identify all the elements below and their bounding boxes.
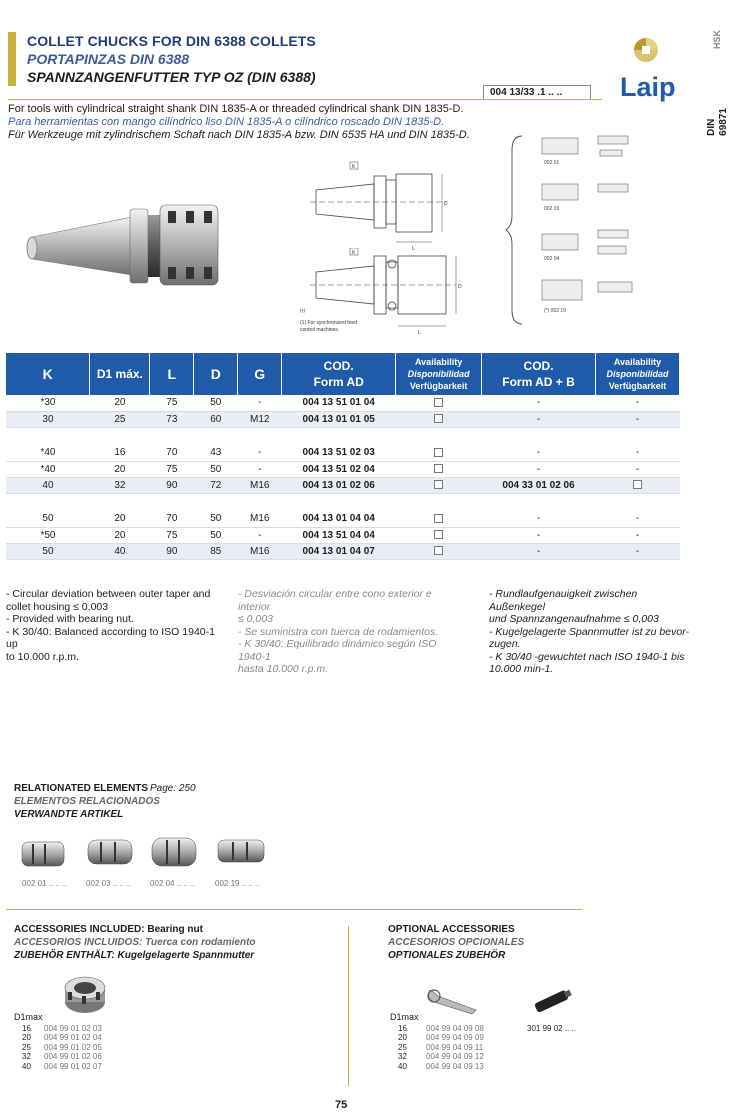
table-cell [396,543,482,559]
title-spanish: PORTAPINZAS DIN 6388 [27,51,190,67]
availability-checkbox[interactable] [434,530,443,539]
accessories-title-en: ACCESSORIES INCLUDED: Bearing nut [14,924,203,935]
availability-checkbox[interactable] [434,414,443,423]
table-cell: 004 33 01 02 06 [482,477,596,493]
table-cell: - [595,543,679,559]
table-cell [595,477,679,493]
related-title-de: VERWANDTE ARTIKEL [14,809,124,820]
table-cell: - [482,411,596,427]
table-cell [396,445,482,461]
table-cell: - [595,461,679,477]
table-cell: - [595,527,679,543]
related-title-es: ELEMENTOS RELACIONADOS [14,796,160,807]
list-item: 20 004 99 01 02 04 [22,1033,102,1043]
technical-drawing-form-ad [296,160,486,255]
related-title-en: RELATIONATED ELEMENTS [14,783,149,794]
table-cell: 16 [90,445,150,461]
optional-title-de: OPTIONALES ZUBEHÖR [388,950,506,961]
table-cell: M12 [238,411,282,427]
table-cell: M16 [238,543,282,559]
din-label [706,108,730,136]
table-cell: 75 [150,395,194,411]
table-cell [396,511,482,527]
table-cell [396,411,482,427]
svg-text:(*) 002 19: (*) 002 19 [544,308,566,314]
table-cell: 20 [90,461,150,477]
optional-extra-code: 301 99 02 .. .. [527,1024,576,1033]
din-text: DIN [706,118,717,136]
table-cell: 85 [194,543,238,559]
product-photo [22,195,252,295]
col-header-d1: D1 máx. [90,353,150,395]
availability-checkbox-b[interactable] [633,480,642,489]
table-cell: 70 [150,511,194,527]
table-row [6,395,680,411]
table-cell: 004 13 51 02 03 [282,445,396,461]
table-cell: *40 [6,445,90,461]
table-cell: *30 [6,395,90,411]
col-header-code-ad: COD. Form AD [282,353,396,395]
table-cell [396,477,482,493]
optional-title-es: ACCESORIOS OPCIONALES [388,937,525,948]
table-cell: 004 13 01 02 06 [282,477,396,493]
accessories-list [22,1024,102,1071]
table-cell: - [482,445,596,461]
table-cell: 004 13 51 04 04 [282,527,396,543]
page-number: 75 [335,1099,348,1111]
related-page-ref[interactable]: Page: 250 [150,783,196,794]
col-header-d: D [194,353,238,395]
related-item-code[interactable]: 002 19 .. .. .. [215,879,260,888]
table-cell: 90 [150,543,194,559]
table-cell: M16 [238,477,282,493]
related-item-code[interactable]: 002 01 .. .. .. [22,879,67,888]
table-cell: *50 [6,527,90,543]
availability-checkbox[interactable] [434,448,443,457]
table-cell: - [595,445,679,461]
list-item: 20 004 99 04 09 09 [398,1033,484,1043]
table-cell: *40 [6,461,90,477]
optional-title-en: OPTIONAL ACCESSORIES [388,924,515,935]
notes-german: - Rundlaufgenauigkeit zwischen Außenkegel und Spannzangenaufnahme ≤ 0,003 - Kugelgelagerte Spannmutter ist zu bevor- zugen. - K 30/40 -gewuchtet nach ISO 1940-1 bis 10.000 min-1. [489,588,690,675]
availability-checkbox[interactable] [434,464,443,473]
table-cell: 004 13 51 02 04 [282,461,396,477]
svg-text:K: K [352,250,356,256]
table-spacer [6,493,680,511]
table-cell [396,527,482,543]
wrench-image [424,984,484,1020]
table-cell [396,395,482,411]
table-cell: 73 [150,411,194,427]
col-header-availability: Availability Disponibilidad Verfügbarkeit [396,353,482,395]
table-cell: - [482,543,596,559]
side-tab-hsk: HSK [712,30,722,50]
table-cell: 32 [90,477,150,493]
notes-english: - Circular deviation between outer taper and collet housing ≤ 0,003 - Provided with bearing nut. - K 30/40: Balanced according to ISO 1940-1 up to 10.000 r.p.m. [6,588,215,663]
title-german: SPANNZANGENFUTTER TYP OZ (DIN 6388) [27,69,316,85]
table-row [6,445,680,461]
table-cell: 70 [150,445,194,461]
table-cell: 004 13 01 01 05 [282,411,396,427]
title-english: COLLET CHUCKS FOR DIN 6388 COLLETS [27,33,316,49]
col-header-availability-b: Availability Disponibilidad Verfügbarkeit [595,353,679,395]
accessories-title-de: ZUBEHÖR ENTHÄLT: Kugelgelagerte Spannmutter [14,950,255,961]
description-english: For tools with cylindrical straight shank DIN 1835-A or threaded cylindrical shank DIN 1835-D. [8,103,464,115]
table-cell: 50 [6,543,90,559]
table-cell: 20 [90,395,150,411]
table-cell: - [482,395,596,411]
svg-text:K: K [352,164,356,170]
svg-text:Laip: Laip [620,72,676,102]
notes-spanish: - Desviación circular entre cono exterior e interior ≤ 0,003 - Se suministra con tuerca de rodamientos. - K 30/40: Equilibrado dinámico según ISO 1940-1 hasta 10.000 r.p.m. [238,588,439,675]
key-tool-image [528,988,576,1012]
table-row [6,411,680,427]
availability-checkbox[interactable] [434,480,443,489]
availability-checkbox[interactable] [434,398,443,407]
table-cell [6,493,680,511]
svg-text:(•): (•) [300,308,306,314]
col-header-g: G [238,353,282,395]
col-header-code-ad-b: COD. Form AD + B [482,353,596,395]
svg-text:control machines.: control machines. [300,327,340,333]
table-spacer [6,427,680,445]
optional-list [398,1024,484,1071]
list-item: 16 004 99 01 02 03 [22,1024,102,1033]
table-cell: 75 [150,461,194,477]
table-cell: - [238,445,282,461]
table-cell: 50 [194,511,238,527]
product-table [6,353,680,560]
table-cell: 75 [150,527,194,543]
header-rule [8,99,602,100]
table-cell: 40 [6,477,90,493]
table-cell: - [595,395,679,411]
table-row [6,461,680,477]
table-cell: 50 [194,395,238,411]
table-row [6,477,680,493]
bearing-nut-image [62,972,108,1016]
table-cell: 25 [90,411,150,427]
table-cell: 50 [194,461,238,477]
laip-logo [614,30,684,102]
table-cell: - [238,527,282,543]
table-cell: 43 [194,445,238,461]
table-cell: 20 [90,527,150,543]
list-item: 40 004 99 04 09 13 [398,1061,484,1071]
table-cell: 60 [194,411,238,427]
table-cell: 30 [6,411,90,427]
related-collet-images [18,832,268,874]
product-code-box: 004 13/33 .1 .. .. [483,85,591,100]
vertical-separator [348,926,349,1086]
table-cell: - [595,411,679,427]
table-row [6,543,680,559]
table-row [6,511,680,527]
list-item: 32 004 99 04 09 12 [398,1052,484,1062]
list-item: 16 004 99 04 09 08 [398,1024,484,1033]
accessories-title-es: ACCESORIOS INCLUIDOS: Tuerca con rodamiento [14,937,256,948]
table-cell: - [238,461,282,477]
table-cell: - [238,395,282,411]
availability-checkbox[interactable] [434,514,443,523]
collet-drawings [502,130,642,330]
table-cell: 004 13 51 01 04 [282,395,396,411]
table-cell: - [482,461,596,477]
table-cell: 004 13 01 04 07 [282,543,396,559]
col-header-k: K [6,353,90,395]
availability-checkbox[interactable] [434,546,443,555]
section-separator [6,909,582,910]
svg-text:L: L [412,246,415,252]
table-cell [396,461,482,477]
table-cell: 50 [194,527,238,543]
svg-text:002 03: 002 03 [544,206,560,212]
list-item: 25 004 99 01 02 05 [22,1042,102,1052]
description-german: Für Werkzeuge mit zylindrischem Schaft nach DIN 1835-A bzw. DIN 6535 HA und DIN 1835-D. [8,129,470,141]
table-cell: 40 [90,543,150,559]
d1max-label: D1max [14,1012,43,1022]
svg-text:D: D [444,201,448,207]
header-accent-bar [8,32,16,86]
svg-text:002 01: 002 01 [544,160,560,166]
description-spanish: Para herramientas con mango cilíndrico liso DIN 1835-A o cilíndrico roscado DIN 1835-D. [8,116,445,128]
table-cell: 90 [150,477,194,493]
table-cell [6,427,680,445]
list-item: 32 004 99 01 02 06 [22,1052,102,1062]
table-cell: 72 [194,477,238,493]
table-cell: - [482,511,596,527]
din-number: 69871 [718,108,729,136]
svg-text:D: D [458,284,462,290]
table-cell: 20 [90,511,150,527]
table-cell: - [482,527,596,543]
svg-text:002 04: 002 04 [544,256,560,262]
table-cell: 004 13 01 04 04 [282,511,396,527]
table-cell: M16 [238,511,282,527]
col-header-l: L [150,353,194,395]
list-item: 25 004 99 04 09 11 [398,1042,484,1052]
svg-text:(1) For synchronized feed: (1) For synchronized feed [300,320,357,326]
table-cell: 50 [6,511,90,527]
svg-text:L: L [418,330,421,336]
table-header-row [6,353,680,395]
table-row [6,527,680,543]
list-item: 40 004 99 01 02 07 [22,1061,102,1071]
related-item-code[interactable]: 002 03 .. .. .. [86,879,131,888]
table-cell: - [595,511,679,527]
related-item-code[interactable]: 002 04 .. .. .. [150,879,195,888]
technical-drawing-form-ad-b [296,248,486,338]
d1max-label-optional: D1max [390,1012,419,1022]
